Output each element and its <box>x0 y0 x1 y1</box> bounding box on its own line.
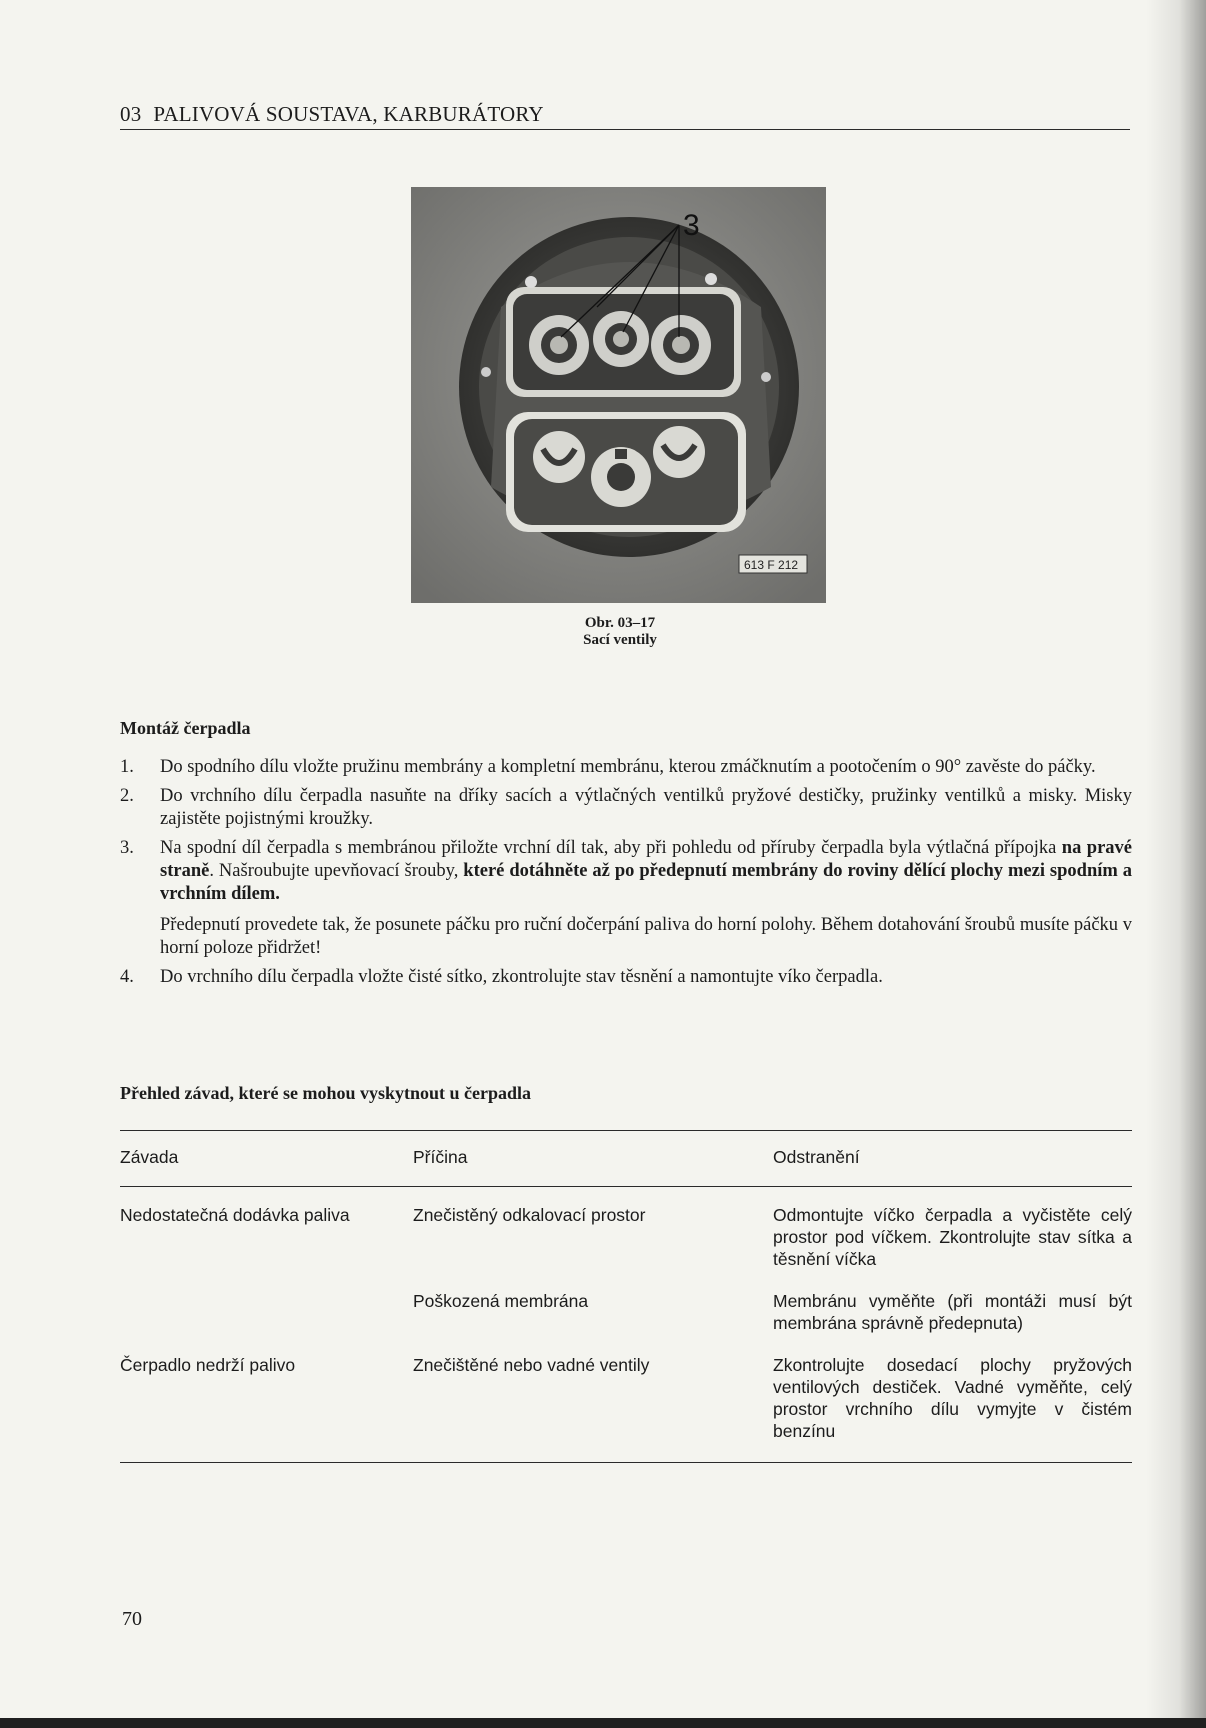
column-header: Závada <box>120 1147 179 1167</box>
step-emphasis: na pravé straně <box>160 838 1133 881</box>
faults-table <box>120 1128 1132 1442</box>
table-row <box>120 1190 1132 1270</box>
remedy-cell: Odmontujte víčko čerpadla a vyčistěte celý prostor pod víčkem. Zkontrolujte stav sítka a těsnění víčka <box>773 1205 1132 1269</box>
assembly-steps <box>120 756 1132 995</box>
fault-cell: Čerpadlo nedrží palivo <box>120 1355 296 1375</box>
page-number: 70 <box>122 1608 142 1630</box>
step-number: 3. <box>120 838 134 858</box>
chapter-title: PALIVOVÁ SOUSTAVA, KARBURÁTORY <box>153 102 544 126</box>
step-text: Do spodního dílu vložte pružinu membrány a kompletní membránu, kterou zmáčknutím a pootočením o 90° zavěste do páčky. <box>160 757 1096 777</box>
scan-edge <box>0 1718 1206 1728</box>
fault-cell: Nedostatečná dodávka paliva <box>120 1205 350 1225</box>
callout-label: 3 <box>683 209 700 242</box>
step-note: Předepnutí provedete tak, že posunete páčku pro ruční dočerpání paliva do horní polohy. Během dotahování šroubů musíte páčku v horní poloze přidržet! <box>160 915 1132 958</box>
step-emphasis: které dotáhněte až po předepnutí membrány do roviny dělící plochy mezi spodním a vrchním dílem. <box>160 861 1132 904</box>
chapter-number: 03 <box>120 102 142 126</box>
cause-cell: Znečištěné nebo vadné ventily <box>413 1355 650 1375</box>
column-header: Příčina <box>413 1147 468 1167</box>
pump-valves-illustration <box>411 187 826 603</box>
assembly-step <box>120 756 1132 779</box>
assembly-heading: Montáž čerpadla <box>120 718 251 738</box>
cause-cell: Znečistěný odkalovací prostor <box>413 1205 646 1225</box>
step-number: 1. <box>120 757 134 777</box>
faults-table-title: Přehled závad, které se mohou vyskytnout u čerpadla <box>120 1083 531 1103</box>
remedy-cell: Membránu vyměňte (při montáži musí být membrána správně předepnuta) <box>773 1291 1132 1333</box>
step-number: 2. <box>120 786 134 806</box>
cause-cell: Poškozená membrána <box>413 1291 589 1311</box>
figure-number: Obr. 03–17 <box>584 615 656 631</box>
column-header: Odstranění <box>773 1147 860 1167</box>
assembly-step <box>120 966 1132 989</box>
step-number: 4. <box>120 967 134 987</box>
fault-cell <box>120 1270 413 1334</box>
step-text <box>160 837 1132 906</box>
table-header-row <box>120 1128 1132 1190</box>
remedy-cell: Zkontrolujte dosedací plochy pryžových ventilových destiček. Vadné vyměňte, celý prostor vrchního dílu vymyjte v čistém benzínu <box>773 1355 1132 1441</box>
pump-valves-photo <box>411 187 826 603</box>
table-bottom-rule <box>120 1462 1132 1463</box>
figure-caption <box>560 615 680 649</box>
chapter-header <box>120 102 1130 130</box>
step-text: Do vrchního dílu čerpadla vložte čisté sítko, zkontrolujte stav těsnění a namontujte víko čerpadla. <box>160 967 883 987</box>
step-text-part: Na spodní díl čerpadla s membránou přiložte vrchní díl tak, aby při pohledu od příruby čerpadla byla výtlačná přípojka <box>160 838 1062 858</box>
assembly-step <box>120 785 1132 831</box>
step-text-part: . Našroubujte upevňovací šrouby, <box>209 861 464 881</box>
table-row <box>120 1270 1132 1334</box>
figure-stamp: 613 F 212 <box>744 558 799 572</box>
step-text: Do vrchního dílu čerpadla nasuňte na dříky sacích a výtlačných ventilků pryžové destičky, pružinky ventilků a misky. Misky zajistěte pojistnými kroužky. <box>160 786 1132 829</box>
assembly-step <box>120 837 1132 960</box>
figure-caption-text: Sací ventily <box>583 632 657 648</box>
binding-shadow <box>1146 0 1206 1728</box>
table-row <box>120 1334 1132 1442</box>
